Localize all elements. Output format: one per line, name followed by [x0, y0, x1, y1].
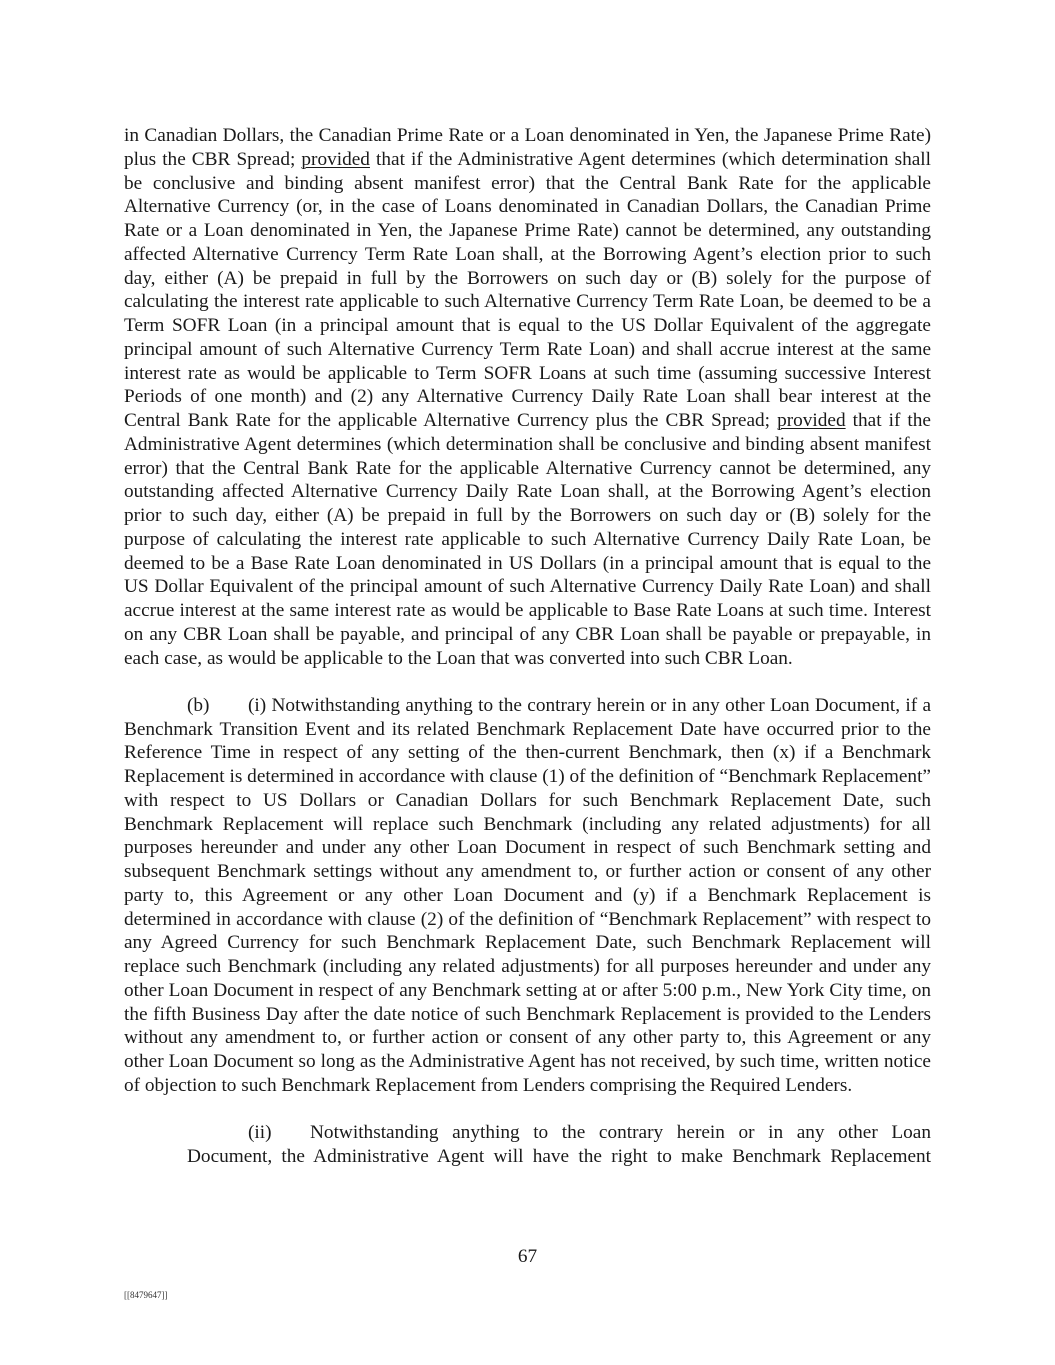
text-segment: that if the Administrative Agent determines (which determination shall be conclusive and binding absent manifest error) that the Central Bank Rate for the applicable Alternative Currency (or, in the case of Loans denominated in Canadian Dollars, the Canadian Prime Rate or a Loan denominated in Yen, the Japanese Prime Rate) cannot be determined, any outstanding affected Alternative Currency Term Rate Loan shall, at the Borrowing Agent’s election prior to such day, either (A) be prepaid in full by the Borrowers on such day or (B) solely for the purpose of calculating the interest rate applicable to such Alternative Currency Term Rate Loan, be deemed to be a Term SOFR Loan (in a principal amount that is equal to the US Dollar Equivalent of the aggregate principal amount of such Alternative Currency Term Rate Loan) and shall accrue interest at the same interest rate as would be applicable to Term SOFR Loans at such time (assuming successive Interest Periods of one month) and (2) any Alternative Currency Daily Rate Loan shall bear interest at the Central Bank Rate for the applicable Alternative Currency plus the CBR Spread;	[124, 148, 931, 431]
text-segment: in Canadian Dollars, the Canadian Prime Rate or a Loan denominated in Yen, the Japanese Prime Rate) plus the CBR Spread;	[124, 125, 931, 170]
paragraph-b-ii	[187, 1121, 931, 1169]
paragraph-b-label: (b)	[187, 694, 210, 716]
provided-underlined-term: provided	[777, 410, 846, 431]
text-segment: that if the Administrative Agent determines (which determination shall be conclusive and binding absent manifest error) that the Central Bank Rate for the applicable Alternative Currency cannot be determined, any outstanding affected Alternative Currency Daily Rate Loan shall, at the Borrowing Agent’s election prior to such day, either (A) be prepaid in full by the Borrowers on such day or (B) solely for the purpose of calculating the interest rate applicable to such Alternative Currency Daily Rate Loan, be deemed to be a Base Rate Loan denominated in US Dollars (in a principal amount that is equal to the US Dollar Equivalent of the principal amount of such Alternative Currency Daily Rate Loan) and shall accrue interest at the same interest rate as would be applicable to Base Rate Loans at such time. Interest on any CBR Loan shall be payable, and principal of any CBR Loan shall be payable or prepayable, in each case, as would be applicable to the Loan that was converted into such CBR Loan.	[124, 410, 931, 669]
paragraph-b-ii-label: (ii)	[248, 1122, 272, 1143]
paragraph-a-continuation	[124, 124, 931, 670]
paragraph-b-ii-text: Notwithstanding anything to the contrary herein or in any other Loan Document, the Administrative Agent will have the right to make Benchmark Replacement	[187, 1122, 931, 1167]
provided-underlined-term: provided	[301, 148, 370, 170]
paragraph-b-text: (i) Notwithstanding anything to the contrary herein or in any other Loan Document, if a Benchmark Transition Event and its related Benchmark Replacement Date have occurred prior to the Reference Time in respect of any setting of the then-current Benchmark, then (x) if a Benchmark Replacement is determined in accordance with clause (1) of the definition of “Benchmark Replacement” with respect to US Dollars or Canadian Dollars for such Benchmark Replacement Date, such Benchmark Replacement will replace such Benchmark (including any related adjustments) for all purposes hereunder and under any other Loan Document in respect of such Benchmark setting and subsequent Benchmark settings without any amendment to, or further action or consent of any other party to, this Agreement or any other Loan Document and (y) if a Benchmark Replacement is determined in accordance with clause (2) of the definition of “Benchmark Replacement” with respect to any Agreed Currency for such Benchmark Replacement Date, such Benchmark Replacement will replace such Benchmark (including any related adjustments) for all purposes hereunder and under any other Loan Document in respect of any Benchmark setting at or after 5:00 p.m., New York City time, on the fifth Business Day after the date notice of such Benchmark Replacement is provided to the Lenders without any amendment to, or further action or consent of any other party to, this Agreement or any other Loan Document so long as the Administrative Agent has not received, by such time, written notice of objection to such Benchmark Replacement from Lenders comprising the Required Lenders.	[124, 694, 931, 1096]
paragraph-b	[124, 694, 931, 1098]
document-body	[124, 124, 931, 1169]
document-footer-id: [[8479647]]	[124, 1290, 168, 1300]
page-number: 67	[517, 1246, 538, 1267]
